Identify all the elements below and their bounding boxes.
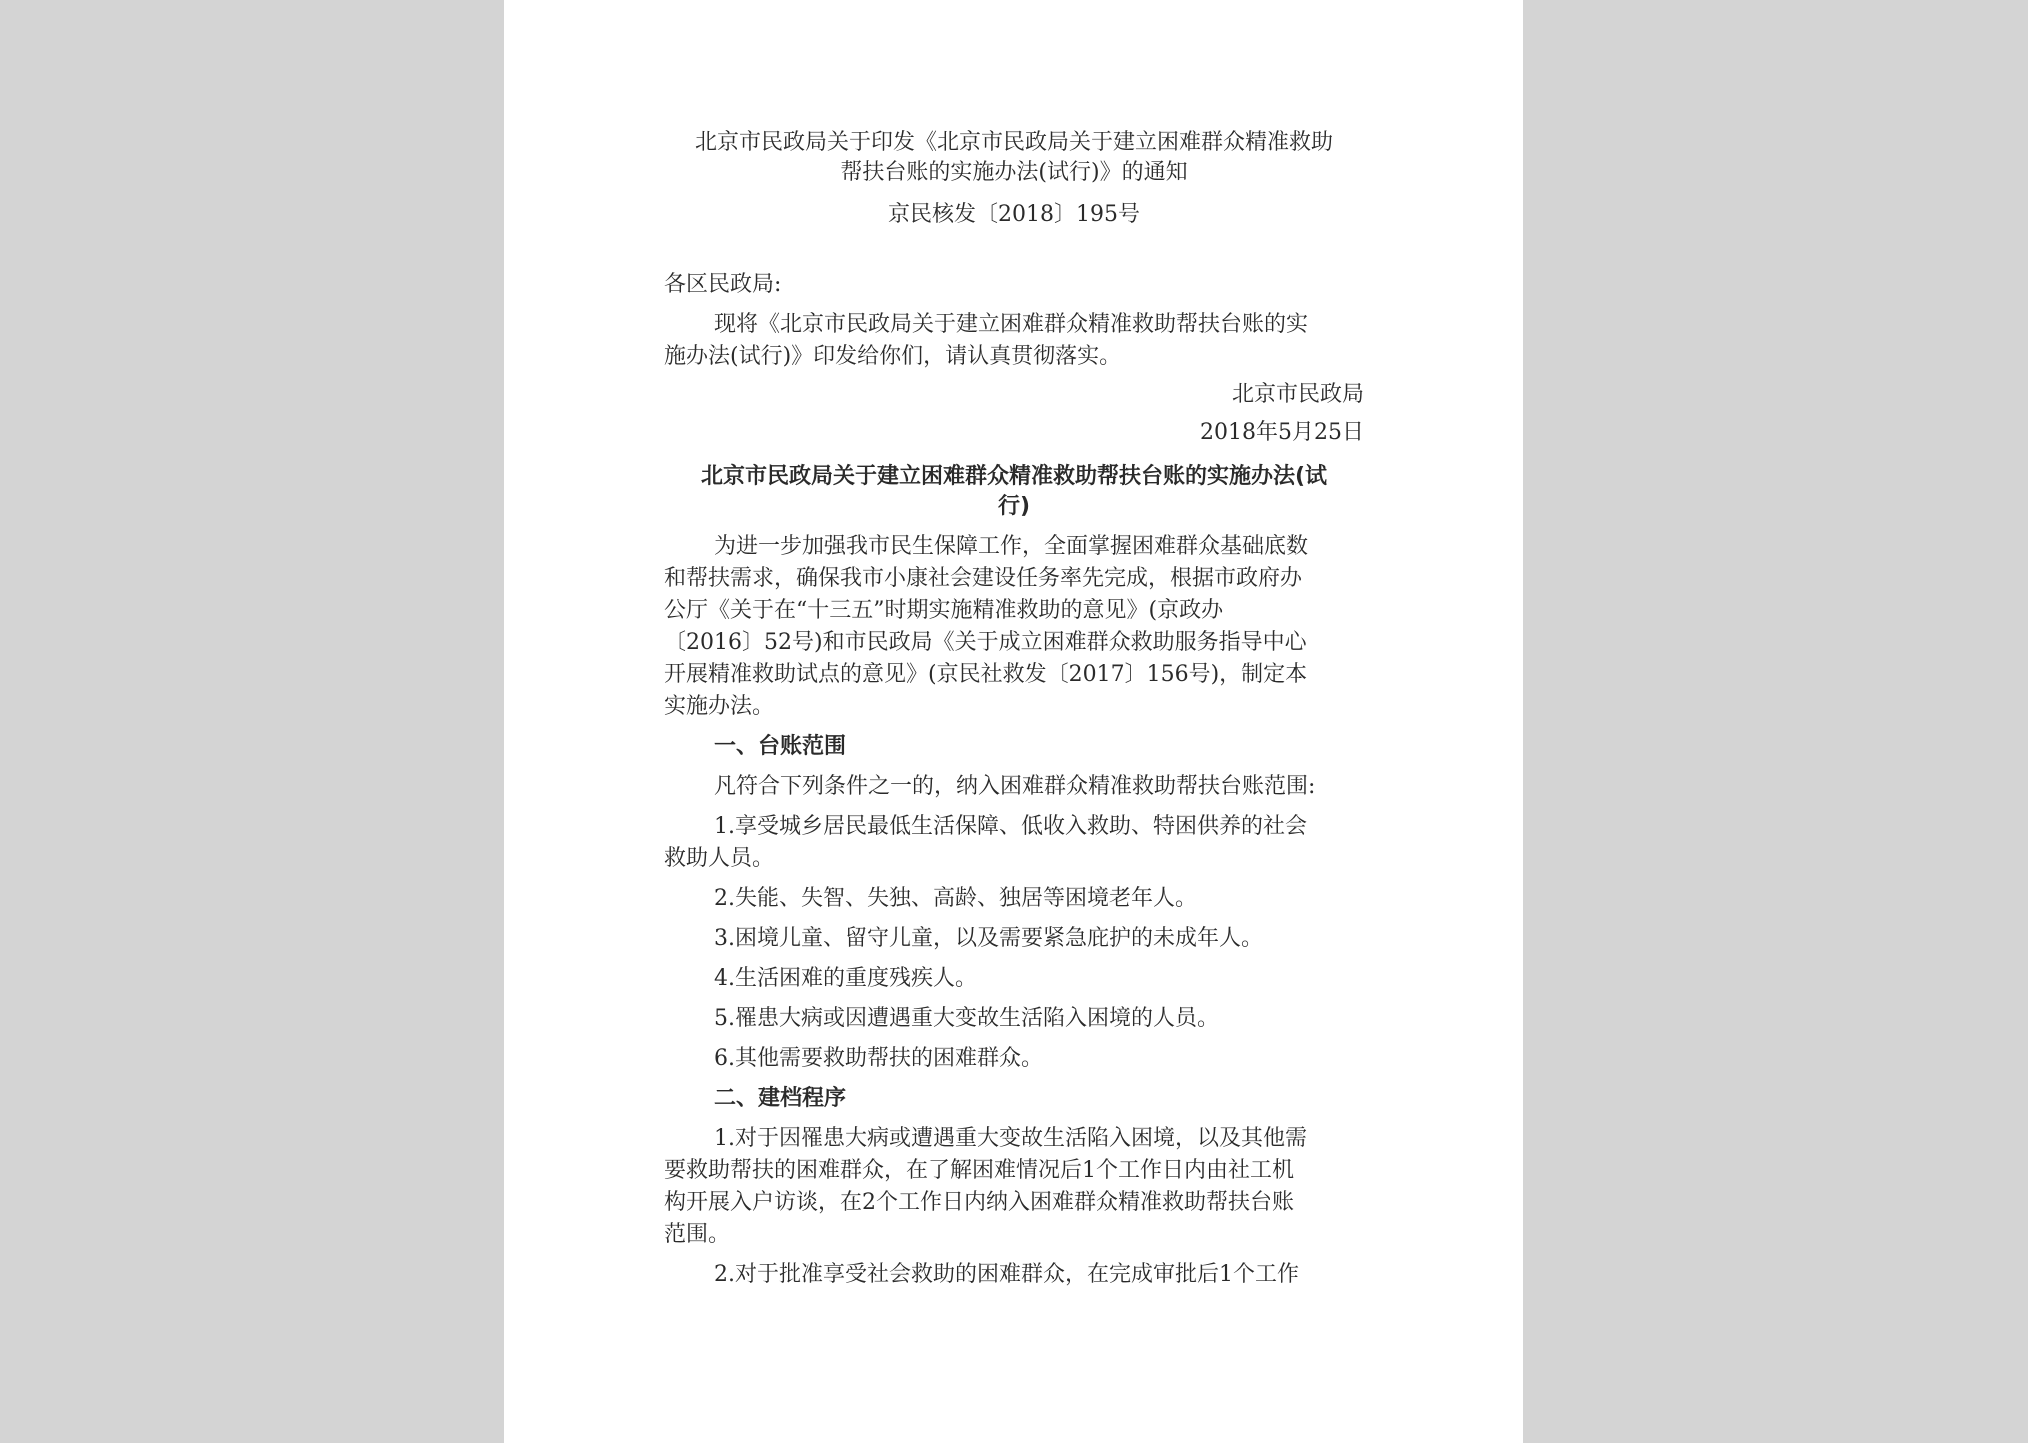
notice-title-line-2: 帮扶台账的实施办法(试行)》的通知 bbox=[840, 160, 1188, 185]
notice-body-line-2: 施办法(试行)》印发给你们，请认真贯彻落实。 bbox=[664, 344, 1122, 369]
scope-item-1-line-2: 救助人员。 bbox=[664, 846, 775, 871]
procedure-1-line: 范围。 bbox=[664, 1222, 731, 1247]
procedure-1-line: 构开展入户访谈，在2个工作日内纳入困难群众精准救助帮扶台账 bbox=[664, 1190, 1294, 1215]
intro-line: 〔2016〕52号)和市民政局《关于成立困难群众救助服务指导中心 bbox=[664, 630, 1307, 655]
measures-title-line-2: 行) bbox=[997, 494, 1031, 519]
scope-item-3: 3.困境儿童、留守儿童，以及需要紧急庇护的未成年人。 bbox=[714, 926, 1263, 951]
procedure-1-line: 要救助帮扶的困难群众，在了解困难情况后1个工作日内由社工机 bbox=[664, 1158, 1294, 1183]
document-content bbox=[664, 128, 1364, 1290]
procedure-2-line-1: 2.对于批准享受社会救助的困难群众，在完成审批后1个工作 bbox=[714, 1262, 1299, 1287]
section-heading-filing: 二、建档程序 bbox=[714, 1086, 847, 1111]
scope-item-5: 5.罹患大病或因遭遇重大变故生活陷入困境的人员。 bbox=[714, 1006, 1219, 1031]
scope-item-2: 2.失能、失智、失独、高龄、独居等困境老年人。 bbox=[714, 886, 1197, 911]
issue-date: 2018年5月25日 bbox=[1200, 420, 1364, 445]
section-heading-scope: 一、台账范围 bbox=[714, 734, 847, 759]
scope-intro: 凡符合下列条件之一的，纳入困难群众精准救助帮扶台账范围: bbox=[714, 774, 1316, 799]
addressee: 各区民政局: bbox=[664, 272, 782, 297]
intro-line: 和帮扶需求，确保我市小康社会建设任务率先完成，根据市政府办 bbox=[664, 566, 1303, 591]
measures-title-line-1: 北京市民政局关于建立困难群众精准救助帮扶台账的实施办法(试 bbox=[700, 464, 1328, 489]
intro-line: 公厅《关于在“十三五”时期实施精准救助的意见》(京政办 bbox=[664, 598, 1224, 623]
intro-line: 开展精准救助试点的意见》(京民社救发〔2017〕156号)，制定本 bbox=[664, 662, 1308, 687]
notice-title-line-1: 北京市民政局关于印发《北京市民政局关于建立困难群众精准救助 bbox=[694, 130, 1333, 155]
intro-line: 实施办法。 bbox=[664, 694, 775, 719]
scope-item-1-line-1: 1.享受城乡居民最低生活保障、低收入救助、特困供养的社会 bbox=[714, 814, 1307, 839]
issuer-signature: 北京市民政局 bbox=[1231, 382, 1364, 407]
scope-item-6: 6.其他需要救助帮扶的困难群众。 bbox=[714, 1046, 1043, 1071]
document-number: 京民核发〔2018〕195号 bbox=[888, 202, 1140, 227]
intro-line: 为进一步加强我市民生保障工作，全面掌握困难群众基础底数 bbox=[714, 534, 1309, 559]
notice-body-line-1: 现将《北京市民政局关于建立困难群众精准救助帮扶台账的实 bbox=[714, 312, 1309, 337]
scope-item-4: 4.生活困难的重度残疾人。 bbox=[714, 966, 977, 991]
procedure-1-line: 1.对于因罹患大病或遭遇重大变故生活陷入困境，以及其他需 bbox=[714, 1126, 1307, 1151]
document-page bbox=[504, 0, 1523, 1443]
